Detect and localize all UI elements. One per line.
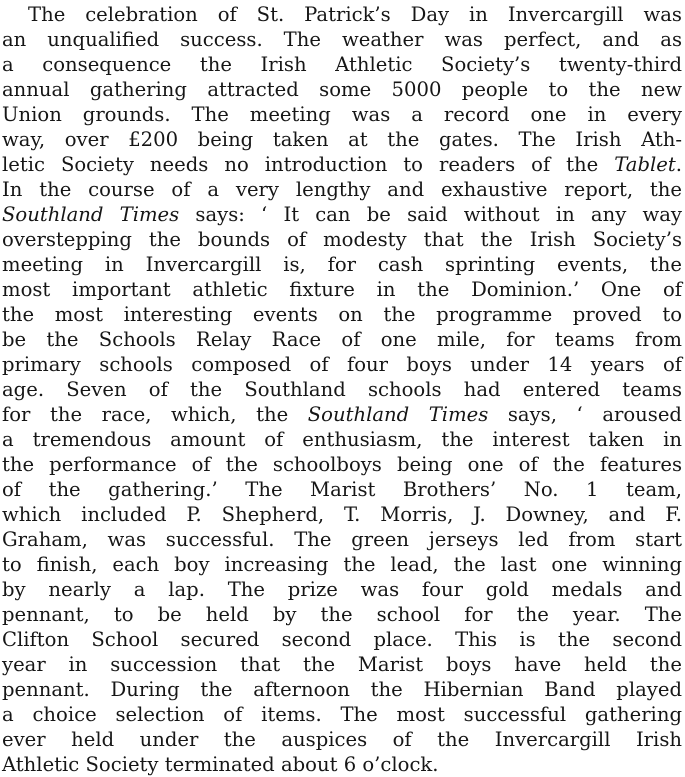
article-line-7: letic Society needs no introduction to readers of the Tablet. [2, 153, 682, 176]
article-line-13: the most interesting events on the programme proved to [2, 303, 682, 326]
article-line-5: Union grounds. The meeting was a record one in every [2, 103, 682, 126]
article-line-25: pennant, to be held by the school for the year. The [2, 603, 682, 626]
article-line-16: age. Seven of the Southland schools had entered teams [2, 378, 682, 401]
italic-title: Southland Times [2, 203, 180, 226]
italic-title: Southland Times [307, 403, 489, 426]
article-line-27: year in succession that the Marist boys have held the [2, 653, 682, 676]
article-line-12: most important athletic fixture in the Dominion.’ One of [2, 278, 682, 301]
article-line-18: a tremendous amount of enthusiasm, the interest taken in [2, 428, 682, 451]
article-line-3: a consequence the Irish Athletic Society’s twenty-third [2, 53, 682, 76]
article-line-17: for the race, which, the Southland Times says, ‘ aroused [2, 403, 682, 426]
article-line-19: the performance of the schoolboys being one of the features [2, 453, 682, 476]
article-line-22: Graham, was successful. The green jerseys led from start [2, 528, 682, 551]
article-line-23: to finish, each boy increasing the lead, the last one winning [2, 553, 682, 576]
article-line-21: which included P. Shepherd, T. Morris, J. Downey, and F. [2, 503, 682, 526]
article-line-9: Southland Times says: ‘ It can be said without in any way [2, 203, 682, 226]
article-line-6: way, over £200 being taken at the gates. The Irish Ath- [2, 128, 682, 151]
article-line-1: The celebration of St. Patrick’s Day in Invercargill was [28, 3, 682, 26]
article-paragraph [2, 2, 682, 777]
article-line-26: Clifton School secured second place. This is the second [2, 628, 682, 651]
article-line-10: overstepping the bounds of modesty that the Irish Society’s [2, 228, 682, 251]
article-line-8: In the course of a very lengthy and exhaustive report, the [2, 178, 682, 201]
article-line-30: ever held under the auspices of the Invercargill Irish [2, 728, 682, 751]
article-line-2: an unqualified success. The weather was perfect, and as [2, 28, 682, 51]
article-line-20: of the gathering.’ The Marist Brothers’ No. 1 team, [2, 478, 682, 501]
article-line-15: primary schools composed of four boys under 14 years of [2, 353, 682, 376]
article-line-31: Athletic Society terminated about 6 o’clock. [2, 753, 439, 776]
article-line-29: a choice selection of items. The most successful gathering [2, 703, 682, 726]
italic-title: Tablet [614, 153, 676, 176]
article-line-24: by nearly a lap. The prize was four gold medals and [2, 578, 682, 601]
article-line-11: meeting in Invercargill is, for cash sprinting events, the [2, 253, 682, 276]
article-line-4: annual gathering attracted some 5000 people to the new [2, 78, 682, 101]
article-line-28: pennant. During the afternoon the Hibernian Band played [2, 678, 682, 701]
article-line-14: be the Schools Relay Race of one mile, for teams from [2, 328, 682, 351]
